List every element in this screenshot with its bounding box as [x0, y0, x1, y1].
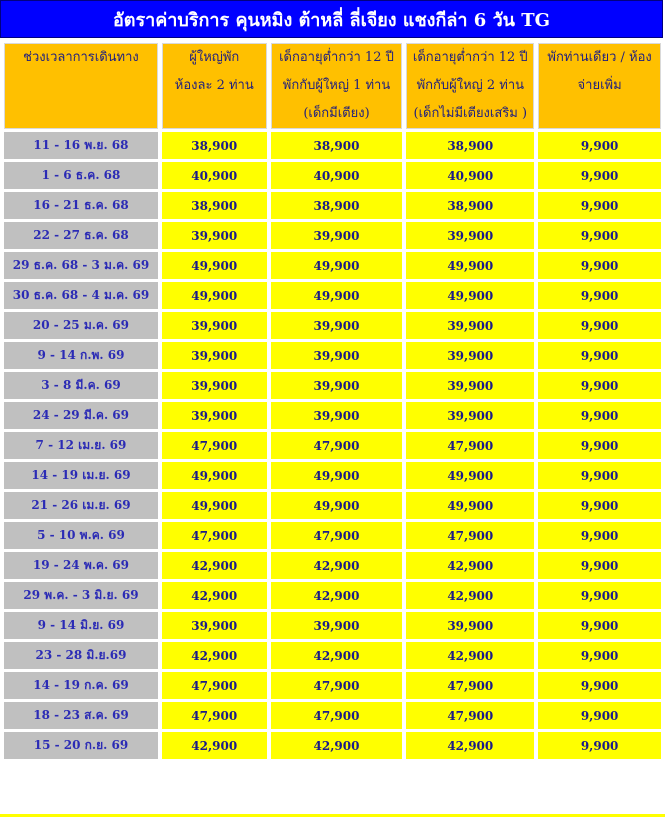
header-line: ห้องละ 2 ท่าน [174, 78, 254, 93]
table-row [4, 732, 661, 759]
header-line: (เด็กไม่มีเตียงเสริม ) [413, 106, 528, 121]
header-child-with-bed [271, 43, 403, 129]
travel-date-cell: 15 - 20 ก.ย. 69 [4, 732, 158, 759]
child-nobed-price-cell: 49,900 [406, 282, 534, 309]
single-supplement-cell: 9,900 [538, 162, 661, 189]
adult-price-cell: 47,900 [162, 702, 267, 729]
child-bed-price-cell: 49,900 [271, 492, 403, 519]
single-supplement-cell: 9,900 [538, 612, 661, 639]
header-line: เด็กอายุต่ำกว่า 12 ปี [412, 50, 528, 65]
child-bed-price-cell: 42,900 [271, 732, 403, 759]
header-line: เด็กอายุต่ำกว่า 12 ปี [279, 50, 394, 65]
table-row [4, 402, 661, 429]
single-supplement-cell: 9,900 [538, 342, 661, 369]
travel-date-cell: 16 - 21 ธ.ค. 68 [4, 192, 158, 219]
table-row [4, 372, 661, 399]
travel-date-cell: 21 - 26 เม.ย. 69 [4, 492, 158, 519]
child-bed-price-cell: 39,900 [271, 372, 403, 399]
adult-price-cell: 42,900 [162, 732, 267, 759]
child-bed-price-cell: 47,900 [271, 672, 403, 699]
child-nobed-price-cell: 49,900 [406, 492, 534, 519]
child-bed-price-cell: 47,900 [271, 702, 403, 729]
table-title: อัตราค่าบริการ คุนหมิง ต้าหลี่ ลี่เจียง แชงกีล่า 6 วัน TG [0, 0, 663, 38]
child-nobed-price-cell: 39,900 [406, 342, 534, 369]
header-adult-twin [162, 43, 267, 129]
table-row [4, 432, 661, 459]
adult-price-cell: 39,900 [162, 312, 267, 339]
header-child-no-bed [406, 43, 534, 129]
single-supplement-cell: 9,900 [538, 432, 661, 459]
table-row [4, 132, 661, 159]
adult-price-cell: 40,900 [162, 162, 267, 189]
adult-price-cell: 49,900 [162, 282, 267, 309]
child-bed-price-cell: 39,900 [271, 342, 403, 369]
travel-date-cell: 29 ธ.ค. 68 - 3 ม.ค. 69 [4, 252, 158, 279]
child-nobed-price-cell: 39,900 [406, 402, 534, 429]
child-bed-price-cell: 39,900 [271, 402, 403, 429]
adult-price-cell: 39,900 [162, 612, 267, 639]
table-row [4, 342, 661, 369]
travel-date-cell: 11 - 16 พ.ย. 68 [4, 132, 158, 159]
travel-date-cell: 3 - 8 มี.ค. 69 [4, 372, 158, 399]
table-row [4, 552, 661, 579]
child-nobed-price-cell: 38,900 [406, 192, 534, 219]
header-line: ผู้ใหญ่พัก [189, 50, 240, 65]
single-supplement-cell: 9,900 [538, 372, 661, 399]
child-nobed-price-cell: 39,900 [406, 222, 534, 249]
adult-price-cell: 38,900 [162, 132, 267, 159]
child-nobed-price-cell: 39,900 [406, 612, 534, 639]
header-travel-period [4, 43, 158, 129]
child-bed-price-cell: 39,900 [271, 222, 403, 249]
child-bed-price-cell: 42,900 [271, 552, 403, 579]
travel-date-cell: 18 - 23 ส.ค. 69 [4, 702, 158, 729]
child-nobed-price-cell: 40,900 [406, 162, 534, 189]
single-supplement-cell: 9,900 [538, 132, 661, 159]
header-line: พักกับผู้ใหญ่ 1 ท่าน [282, 78, 391, 93]
travel-date-cell: 29 พ.ค. - 3 มิ.ย. 69 [4, 582, 158, 609]
table-row [4, 612, 661, 639]
child-nobed-price-cell: 49,900 [406, 462, 534, 489]
child-bed-price-cell: 39,900 [271, 612, 403, 639]
travel-date-cell: 19 - 24 พ.ค. 69 [4, 552, 158, 579]
child-bed-price-cell: 40,900 [271, 162, 403, 189]
header-line: จ่ายเพิ่ม [577, 78, 622, 93]
adult-price-cell: 38,900 [162, 192, 267, 219]
table-row [4, 162, 661, 189]
header-line: พักท่านเดียว / ห้อง [547, 50, 652, 65]
travel-date-cell: 23 - 28 มิ.ย.69 [4, 642, 158, 669]
adult-price-cell: 42,900 [162, 552, 267, 579]
table-row [4, 582, 661, 609]
single-supplement-cell: 9,900 [538, 462, 661, 489]
child-bed-price-cell: 39,900 [271, 312, 403, 339]
child-bed-price-cell: 49,900 [271, 282, 403, 309]
adult-price-cell: 49,900 [162, 462, 267, 489]
child-bed-price-cell: 38,900 [271, 192, 403, 219]
child-nobed-price-cell: 47,900 [406, 432, 534, 459]
child-nobed-price-cell: 49,900 [406, 252, 534, 279]
rate-table-body [4, 132, 661, 759]
adult-price-cell: 39,900 [162, 402, 267, 429]
travel-date-cell: 9 - 14 ก.พ. 69 [4, 342, 158, 369]
table-row [4, 222, 661, 249]
single-supplement-cell: 9,900 [538, 282, 661, 309]
header-line: ช่วงเวลาการเดินทาง [23, 50, 139, 65]
single-supplement-cell: 9,900 [538, 192, 661, 219]
travel-date-cell: 22 - 27 ธ.ค. 68 [4, 222, 158, 249]
single-supplement-cell: 9,900 [538, 492, 661, 519]
child-bed-price-cell: 49,900 [271, 252, 403, 279]
header-single-supplement [538, 43, 661, 129]
adult-price-cell: 39,900 [162, 222, 267, 249]
single-supplement-cell: 9,900 [538, 252, 661, 279]
table-row [4, 672, 661, 699]
travel-date-cell: 24 - 29 มี.ค. 69 [4, 402, 158, 429]
single-supplement-cell: 9,900 [538, 702, 661, 729]
single-supplement-cell: 9,900 [538, 552, 661, 579]
header-line: (เด็กมีเตียง) [303, 106, 370, 121]
single-supplement-cell: 9,900 [538, 522, 661, 549]
single-supplement-cell: 9,900 [538, 402, 661, 429]
travel-date-cell: 30 ธ.ค. 68 - 4 ม.ค. 69 [4, 282, 158, 309]
child-bed-price-cell: 42,900 [271, 582, 403, 609]
travel-date-cell: 7 - 12 เม.ย. 69 [4, 432, 158, 459]
table-row [4, 192, 661, 219]
table-row [4, 252, 661, 279]
child-bed-price-cell: 47,900 [271, 432, 403, 459]
adult-price-cell: 39,900 [162, 372, 267, 399]
travel-date-cell: 1 - 6 ธ.ค. 68 [4, 162, 158, 189]
travel-date-cell: 14 - 19 ก.ค. 69 [4, 672, 158, 699]
table-row [4, 642, 661, 669]
table-row [4, 312, 661, 339]
adult-price-cell: 42,900 [162, 642, 267, 669]
table-row [4, 282, 661, 309]
table-row [4, 522, 661, 549]
child-nobed-price-cell: 38,900 [406, 132, 534, 159]
single-supplement-cell: 9,900 [538, 642, 661, 669]
travel-date-cell: 5 - 10 พ.ค. 69 [4, 522, 158, 549]
table-row [4, 462, 661, 489]
travel-date-cell: 20 - 25 ม.ค. 69 [4, 312, 158, 339]
child-bed-price-cell: 49,900 [271, 462, 403, 489]
child-nobed-price-cell: 42,900 [406, 642, 534, 669]
child-nobed-price-cell: 47,900 [406, 702, 534, 729]
adult-price-cell: 47,900 [162, 672, 267, 699]
adult-price-cell: 47,900 [162, 432, 267, 459]
adult-price-cell: 47,900 [162, 522, 267, 549]
table-row [4, 492, 661, 519]
single-supplement-cell: 9,900 [538, 312, 661, 339]
table-row [4, 702, 661, 729]
adult-price-cell: 39,900 [162, 342, 267, 369]
child-nobed-price-cell: 42,900 [406, 732, 534, 759]
header-line: พักกับผู้ใหญ่ 2 ท่าน [416, 78, 525, 93]
travel-date-cell: 9 - 14 มิ.ย. 69 [4, 612, 158, 639]
adult-price-cell: 49,900 [162, 252, 267, 279]
rate-table [0, 40, 665, 762]
child-bed-price-cell: 42,900 [271, 642, 403, 669]
child-nobed-price-cell: 47,900 [406, 672, 534, 699]
child-bed-price-cell: 47,900 [271, 522, 403, 549]
travel-date-cell: 14 - 19 เม.ย. 69 [4, 462, 158, 489]
child-bed-price-cell: 38,900 [271, 132, 403, 159]
single-supplement-cell: 9,900 [538, 222, 661, 249]
single-supplement-cell: 9,900 [538, 672, 661, 699]
single-supplement-cell: 9,900 [538, 582, 661, 609]
single-supplement-cell: 9,900 [538, 732, 661, 759]
header-row [4, 43, 661, 129]
child-nobed-price-cell: 42,900 [406, 582, 534, 609]
child-nobed-price-cell: 39,900 [406, 372, 534, 399]
adult-price-cell: 49,900 [162, 492, 267, 519]
adult-price-cell: 42,900 [162, 582, 267, 609]
child-nobed-price-cell: 42,900 [406, 552, 534, 579]
child-nobed-price-cell: 47,900 [406, 522, 534, 549]
child-nobed-price-cell: 39,900 [406, 312, 534, 339]
